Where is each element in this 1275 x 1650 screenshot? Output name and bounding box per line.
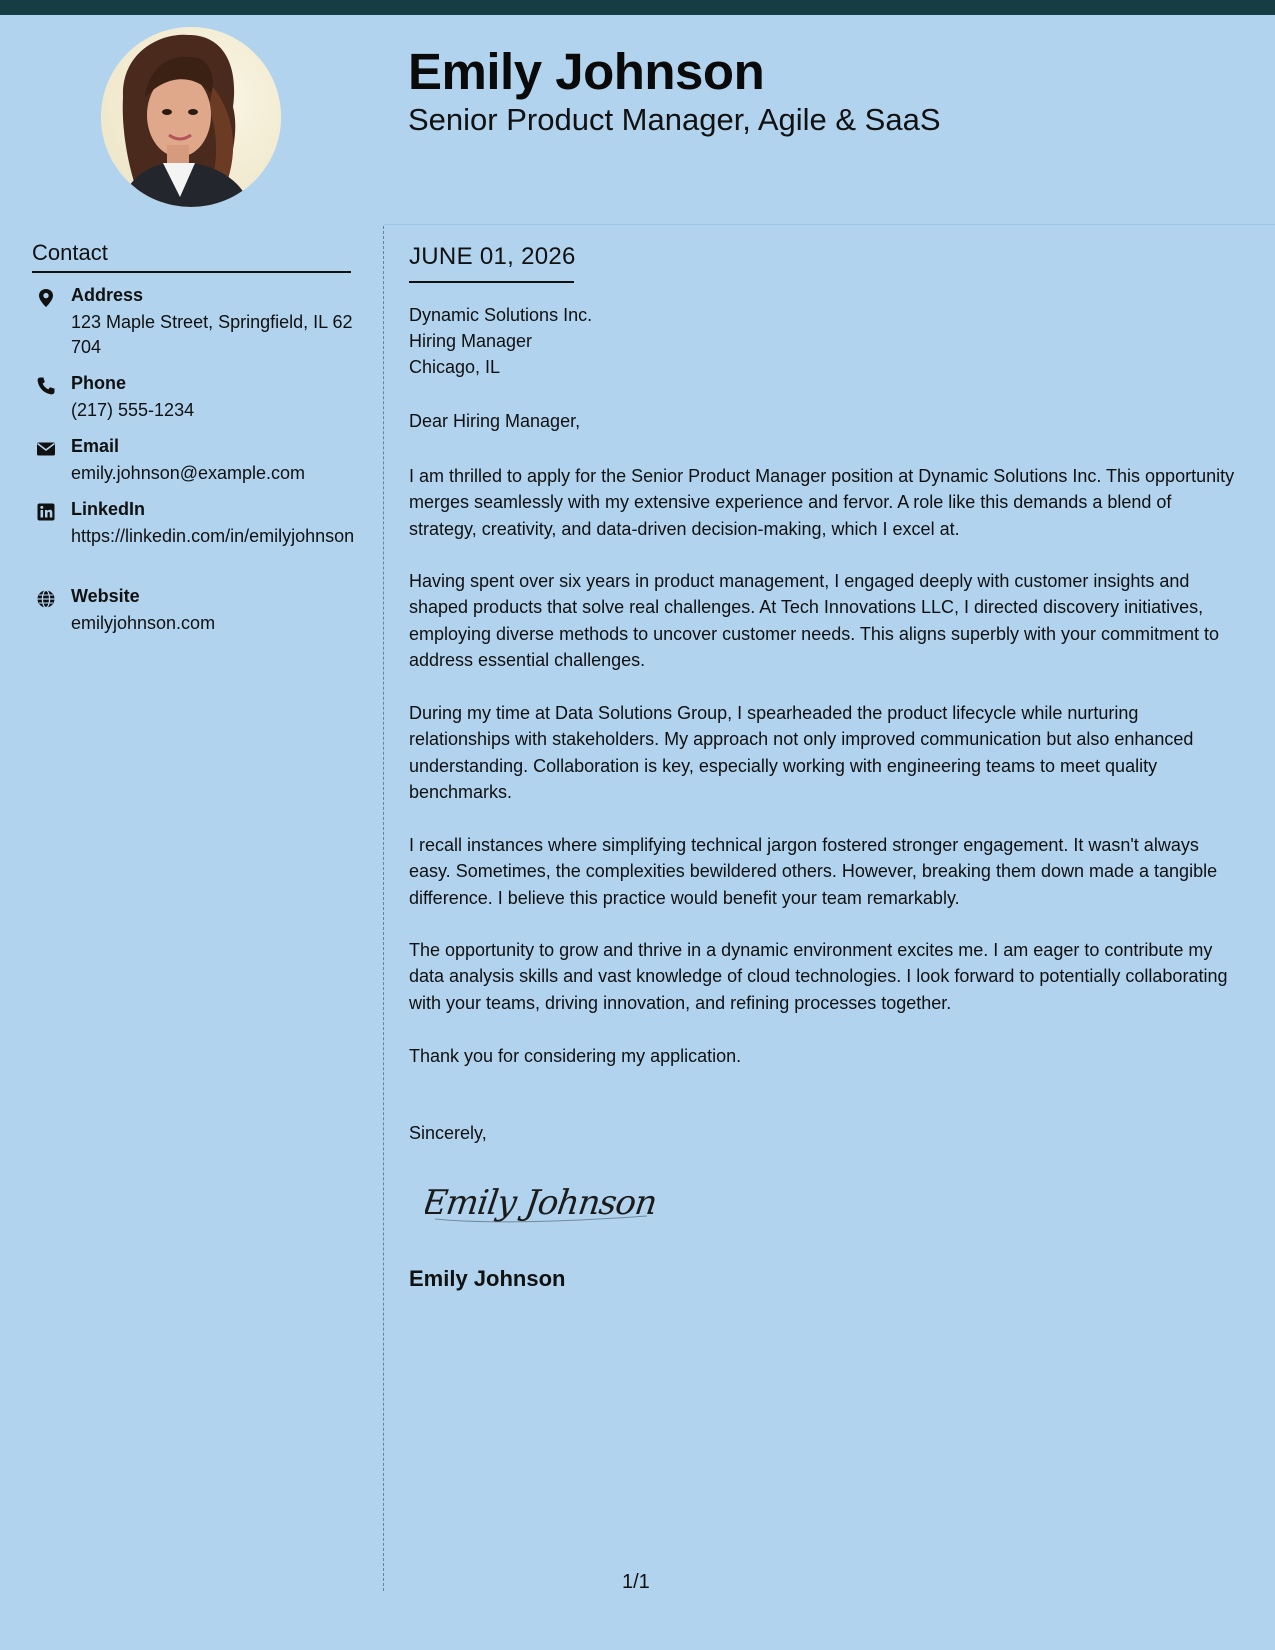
contact-value: 123 Maple Street, Springfield, IL 62704 — [71, 312, 353, 357]
handwritten-signature — [425, 1172, 655, 1237]
body-paragraph: Having spent over six years in product management, I engaged deeply with customer insights and shaped products that solve real challenges. At Tech Innovations LLC, I directed discovery initiatives, employing diverse methods to uncover customer needs. This aligns superbly with your commitment to address essential challenges. — [409, 571, 1220, 670]
body-paragraph: I am thrilled to apply for the Senior Product Manager position at Dynamic Solutions Inc. This opportunity merges seamlessly with my extensive experience and fervor. A role like this demands a blend of strategy, creativity, and data-driven decision-making, which I excel at. — [409, 466, 1235, 539]
contact-value: emily.johnson@example.com — [71, 463, 306, 483]
contact-label: Website — [71, 586, 140, 606]
body-paragraph: The opportunity to grow and thrive in a dynamic environment excites me. I am eager to contribute my data analysis skills and vast knowledge of cloud technologies. I look forward to potentially collaborating with your teams, driving innovation, and refining processes together. — [409, 940, 1228, 1013]
recipient-location: Chicago, IL — [409, 357, 501, 377]
top-bar — [0, 0, 1275, 15]
globe-icon — [36, 589, 56, 609]
contact-heading-rule — [32, 271, 351, 273]
applicant-name: Emily Johnson — [408, 43, 765, 100]
envelope-icon — [36, 439, 56, 459]
header-divider — [384, 224, 1275, 225]
svg-text:Emily Johnson: Emily Johnson — [425, 1183, 655, 1223]
contact-label: Address — [71, 285, 144, 305]
profile-photo — [101, 27, 281, 207]
column-divider — [383, 226, 384, 1591]
signer-name: Emily Johnson — [409, 1266, 566, 1291]
recipient-block — [409, 302, 592, 380]
contact-label: Email — [71, 436, 120, 456]
body-paragraph: I recall instances where simplifying technical jargon fostered stronger engagement. It wasn't always easy. Sometimes, the complexities bewildered others. However, breaking them down made a tangible difference. I believe this practice would benefit your team remarkably. — [409, 835, 1218, 908]
contact-value[interactable]: emilyjohnson.com — [71, 613, 216, 633]
closing: Sincerely, — [409, 1123, 487, 1143]
recipient-role: Hiring Manager — [409, 331, 533, 351]
letter-date: JUNE 01, 2026 — [409, 243, 576, 270]
page-number: 1/1 — [622, 1571, 650, 1593]
contact-label: LinkedIn — [71, 499, 146, 519]
phone-icon — [36, 376, 56, 396]
contact-value[interactable]: https://linkedin.com/in/emilyjohnson — [71, 526, 355, 546]
salutation: Dear Hiring Manager, — [409, 411, 581, 431]
contact-value: (217) 555-1234 — [71, 400, 195, 420]
body-paragraph: Thank you for considering my application. — [409, 1046, 742, 1066]
linkedin-icon — [36, 502, 56, 522]
date-rule — [409, 281, 574, 283]
body-paragraph: During my time at Data Solutions Group, I spearheaded the product lifecycle while nurturing relationships with stakeholders. My approach not only improved communication but also enhanced understanding. Collaboration is key, especially working with engineering teams to meet quality benchmarks. — [409, 703, 1194, 802]
map-pin-icon — [36, 288, 56, 308]
contact-heading: Contact — [32, 240, 108, 265]
job-title: Senior Product Manager, Agile & SaaS — [408, 102, 941, 137]
contact-label: Phone — [71, 373, 127, 393]
recipient-company: Dynamic Solutions Inc. — [409, 305, 593, 325]
